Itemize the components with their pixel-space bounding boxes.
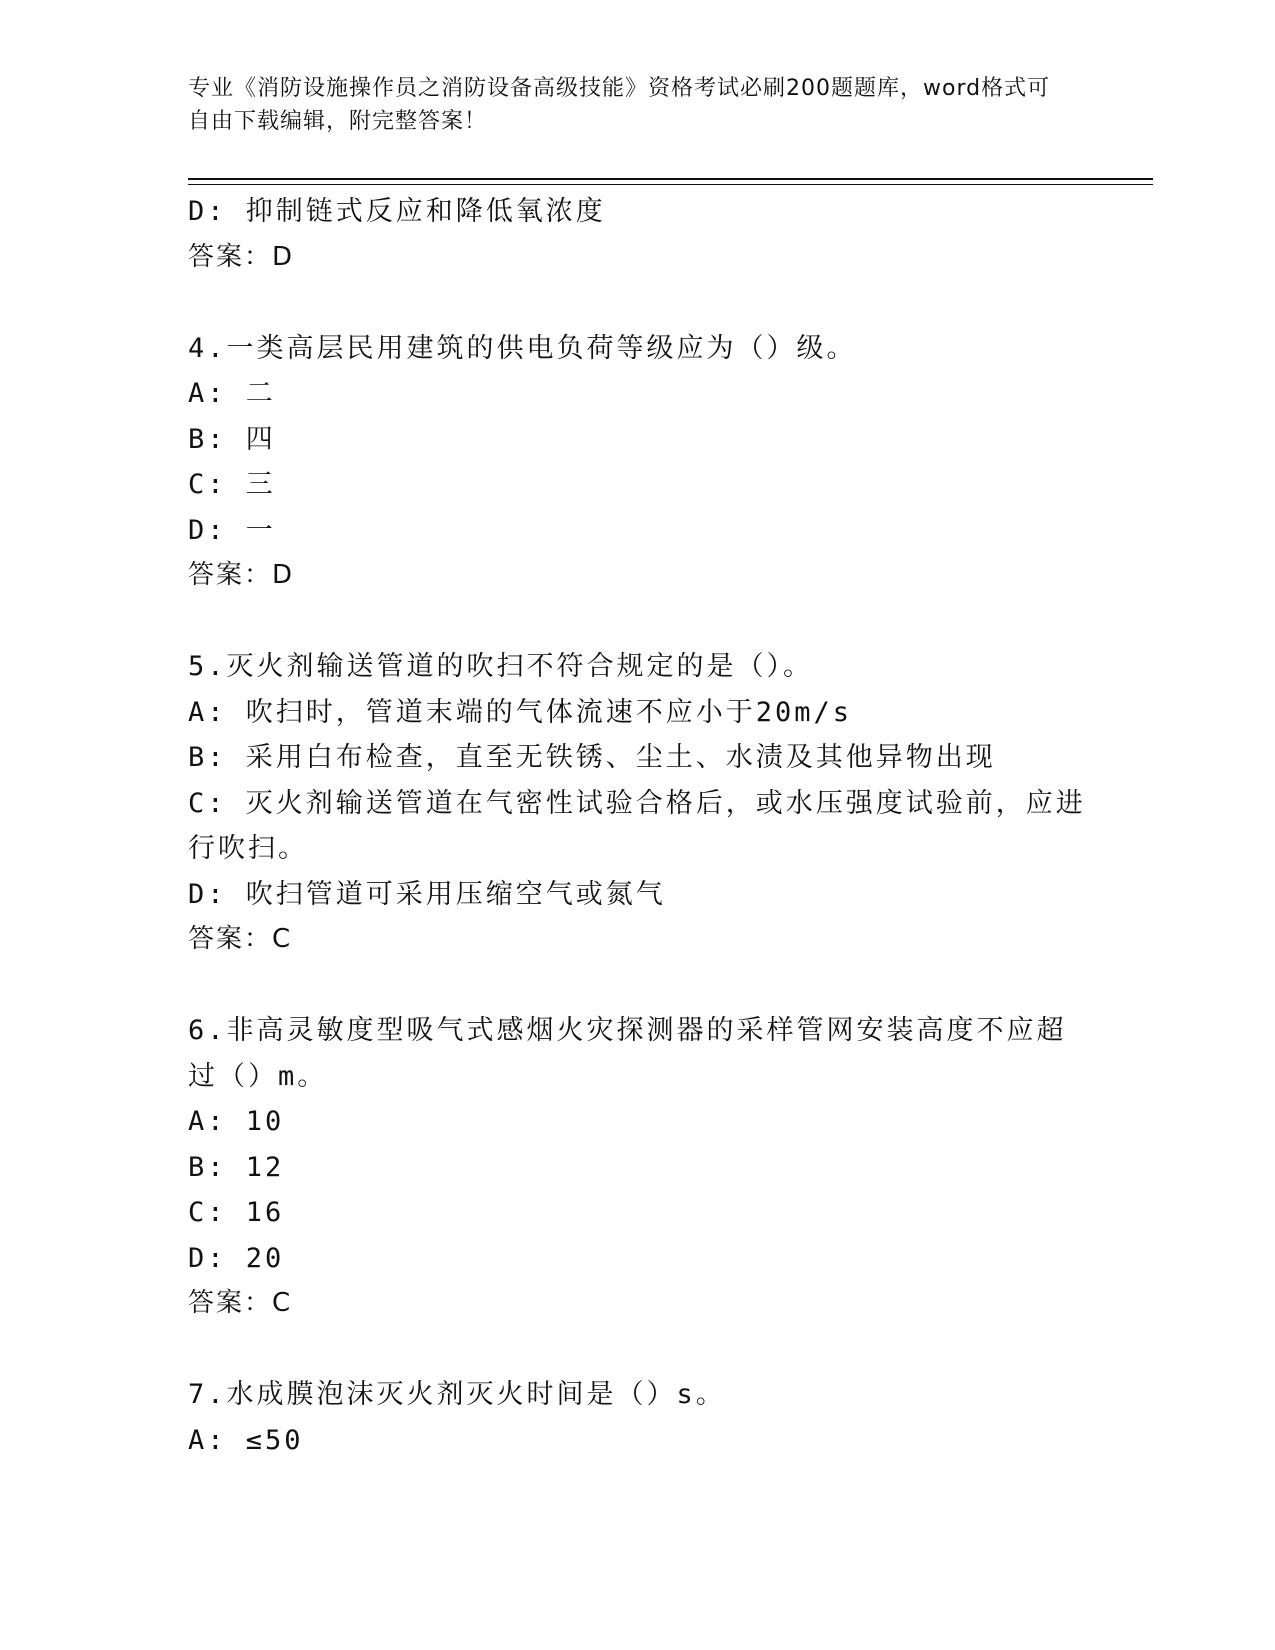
- answer-line: 答案：D: [188, 241, 295, 272]
- option-a: A: ≤50: [188, 1424, 304, 1456]
- option-c: C: 三: [188, 469, 276, 500]
- option-c: C: 16: [188, 1197, 285, 1228]
- question-7: [188, 1372, 1088, 1463]
- spacer: [188, 963, 1088, 1009]
- question-stem: 6.非高灵敏度型吸气式感烟火灾探测器的采样管网安装高度不应超过（）m。: [188, 1015, 1067, 1092]
- question-4: [188, 326, 1088, 599]
- answer-line: 答案：C: [188, 924, 293, 954]
- option-a: A: 10: [188, 1106, 285, 1137]
- question-6: [188, 1008, 1088, 1327]
- answer-line: 答案：D: [188, 560, 295, 590]
- option-a: A: 二: [188, 378, 276, 409]
- option-d: D: 抑制链式反应和降低氧浓度: [188, 196, 606, 227]
- option-b: B: 采用白布检查，直至无铁锈、尘土、水渍及其他异物出现: [188, 742, 996, 773]
- option-d: D: 一: [188, 514, 276, 546]
- header-rule-thin: [188, 184, 1153, 185]
- option-b: B: 四: [188, 423, 276, 455]
- header-rule-thick: [188, 178, 1153, 180]
- question-5: [188, 644, 1088, 963]
- option-b: B: 12: [188, 1151, 285, 1183]
- option-d: D: 20: [188, 1242, 285, 1274]
- option-c: C: 灭火剂输送管道在气密性试验合格后，或水压强度试验前，应进行吹扫。: [188, 787, 1086, 864]
- option-d: D: 吹扫管道可采用压缩空气或氮气: [188, 878, 666, 910]
- question-stem: 5.灭火剂输送管道的吹扫不符合规定的是（）。: [188, 651, 814, 682]
- answer-line: 答案：C: [188, 1288, 293, 1318]
- question-stem: 4.一类高层民用建筑的供电负荷等级应为（）级。: [188, 332, 857, 364]
- spacer: [188, 599, 1088, 645]
- question-stem: 7.水成膜泡沫灭火剂灭火时间是（）s。: [188, 1379, 726, 1410]
- option-a: A: 吹扫时，管道末端的气体流速不应小于20m/s: [188, 696, 853, 728]
- spacer: [188, 1327, 1088, 1373]
- question-list: [188, 189, 1088, 1463]
- spacer: [188, 280, 1088, 326]
- document-header: 专业《消防设施操作员之消防设备高级技能》资格考试必刷200题题库，word格式可自由下载编辑，附完整答案！: [188, 76, 1051, 134]
